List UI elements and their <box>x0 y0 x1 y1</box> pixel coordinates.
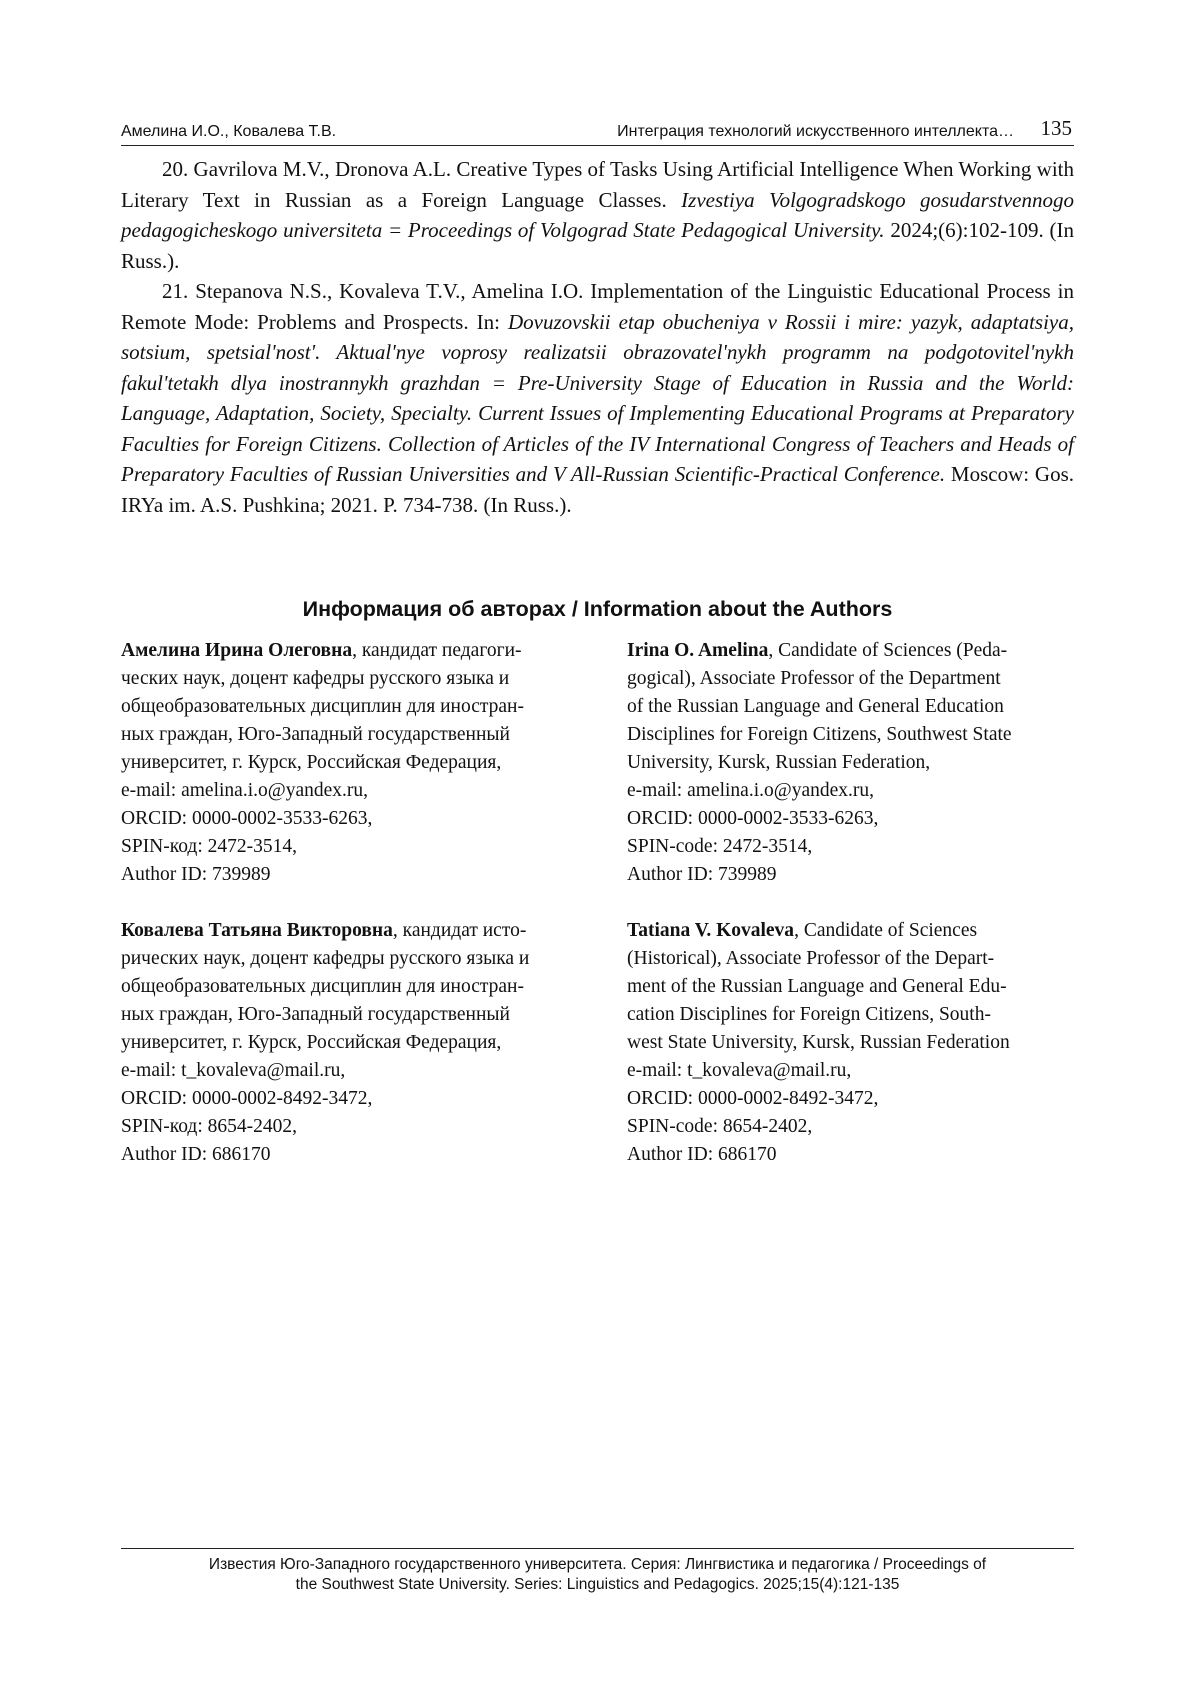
reference-item <box>121 154 1074 276</box>
author-info-en <box>627 917 1097 1169</box>
reference-item <box>121 276 1074 520</box>
author-text: ческих наук, доцент кафедры русского языка и <box>121 668 510 689</box>
author-text: cation Disciplines for Foreign Citizens, South- <box>627 1004 991 1025</box>
author-text: gogical), Associate Professor of the Department <box>627 668 1001 689</box>
reference-number: 21. <box>162 279 189 303</box>
author-id: Author ID: 739989 <box>121 864 271 885</box>
journal-footer <box>121 1548 1074 1595</box>
author-orcid: ORCID: 0000-0002-8492-3472, <box>627 1088 879 1109</box>
footer-line: the Southwest State University. Series: Linguistics and Pedagogics. 2025;15(4):121-135 <box>295 1576 900 1593</box>
reference-text: Stepanova N.S., Kovaleva T.V., Amelina I.O. Implementation of the Linguistic Educational Process in Remote Mode: Problems and Prospects. In: <box>121 279 1075 334</box>
author-email: e-mail: amelina.i.o@yandex.ru, <box>121 780 368 801</box>
author-name-line <box>627 637 1097 665</box>
author-text: общеобразовательных дисциплин для иностран- <box>121 696 524 717</box>
authors-section-title: Информация об авторах / Information about the Authors <box>302 597 893 621</box>
author-name-line <box>627 917 1097 945</box>
author-orcid: ORCID: 0000-0002-8492-3472, <box>121 1088 373 1109</box>
author-name: Irina O. Amelina <box>627 640 769 661</box>
author-text: университет, г. Курск, Российская Федерация, <box>121 752 502 773</box>
author-orcid: ORCID: 0000-0002-3533-6263, <box>121 808 373 829</box>
author-email: e-mail: t_kovaleva@mail.ru, <box>627 1060 852 1081</box>
author-info-ru <box>121 917 591 1169</box>
author-id: Author ID: 739989 <box>627 864 777 885</box>
author-text: , кандидат исто- <box>392 920 527 941</box>
author-name: Tatiana V. Kovaleva <box>627 920 795 941</box>
author-info-en <box>627 637 1097 889</box>
reference-details: Moscow: Gos. IRYa im. A.S. Pushkina; 2021. P. 734-738. (In Russ.). <box>121 462 1074 517</box>
author-text: ment of the Russian Language and General Edu- <box>627 976 1007 997</box>
reference-details: 2024;(6):102-109. (In Russ.). <box>121 218 1074 273</box>
author-id: Author ID: 686170 <box>627 1144 777 1165</box>
author-text: west State University, Kursk, Russian Federation <box>627 1032 1010 1053</box>
author-orcid: ORCID: 0000-0002-3533-6263, <box>627 808 879 829</box>
running-header <box>121 113 1074 146</box>
author-text: , кандидат педагоги- <box>352 640 522 661</box>
author-text: общеобразовательных дисциплин для иностран- <box>121 976 524 997</box>
author-text: ных граждан, Юго-Западный государственный <box>121 724 510 745</box>
author-text: of the Russian Language and General Education <box>627 696 1004 717</box>
author-spin: SPIN-код: 8654-2402, <box>121 1116 298 1137</box>
header-article-title: Интеграция технологий искусственного интеллекта… <box>617 123 1014 140</box>
author-email: e-mail: t_kovaleva@mail.ru, <box>121 1060 346 1081</box>
author-spin: SPIN-code: 2472-3514, <box>627 836 813 857</box>
reference-number: 20. <box>162 157 189 181</box>
author-spin: SPIN-код: 2472-3514, <box>121 836 298 857</box>
author-spin: SPIN-code: 8654-2402, <box>627 1116 813 1137</box>
reference-text: Gavrilova M.V., Dronova A.L. Creative Types of Tasks Using Artificial Intelligence When Working with Literary Text in Russian as a Foreign Language Classes. <box>121 157 1074 212</box>
author-email: e-mail: amelina.i.o@yandex.ru, <box>627 780 874 801</box>
author-text: университет, г. Курск, Российская Федерация, <box>121 1032 502 1053</box>
page-number: 135 <box>1040 116 1072 140</box>
reference-source: Izvestiya Volgogradskogo gosudarstvennogo pedagogicheskogo universiteta = Proceedings of Volgograd State Pedagogical University. <box>121 187 1074 242</box>
reference-list <box>121 154 1074 520</box>
author-id: Author ID: 686170 <box>121 1144 271 1165</box>
author-name-line <box>121 917 591 945</box>
author-text: рических наук, доцент кафедры русского языка и <box>121 948 530 969</box>
footer-line: Известия Юго-Западного государственного университета. Серия: Лингвистика и педагогика / Proceedings of <box>208 1556 987 1573</box>
author-name: Ковалева Татьяна Викторовна <box>121 920 393 941</box>
author-text: (Historical), Associate Professor of the Depart- <box>627 948 995 969</box>
author-text: Disciplines for Foreign Citizens, Southwest State <box>627 724 1012 745</box>
header-authors: Амелина И.О., Ковалева Т.В. <box>121 123 337 140</box>
author-name: Амелина Ирина Олеговна <box>121 640 353 661</box>
author-text: ных граждан, Юго-Западный государственный <box>121 1004 510 1025</box>
author-text: , Candidate of Sciences (Peda- <box>768 640 1008 661</box>
author-info-ru <box>121 637 591 889</box>
author-text: University, Kursk, Russian Federation, <box>627 752 931 773</box>
author-text: , Candidate of Sciences <box>794 920 978 941</box>
author-name-line <box>121 637 591 665</box>
reference-source: Dovuzovskii etap obucheniya v Rossii i mire: yazyk, adaptatsiya, sotsium, spetsial'nost'. Aktual'nye voprosy realizatsii obrazovatel'nykh programm na podgotovitel'nykh fakul'tetakh dlya inostrannykh grazhdan = Pre-University Stage of Education in Russia and the World: Language, Adaptation, Society, Specialty. Current Issues of Implementing Educational Programs at Preparatory Faculties for Foreign Citizens. Collection of Articles of the IV International Congress of Teachers and Heads of Preparatory Faculties of Russian Universities and V All-Russian Scientific-Practical Conference. <box>121 309 1075 486</box>
